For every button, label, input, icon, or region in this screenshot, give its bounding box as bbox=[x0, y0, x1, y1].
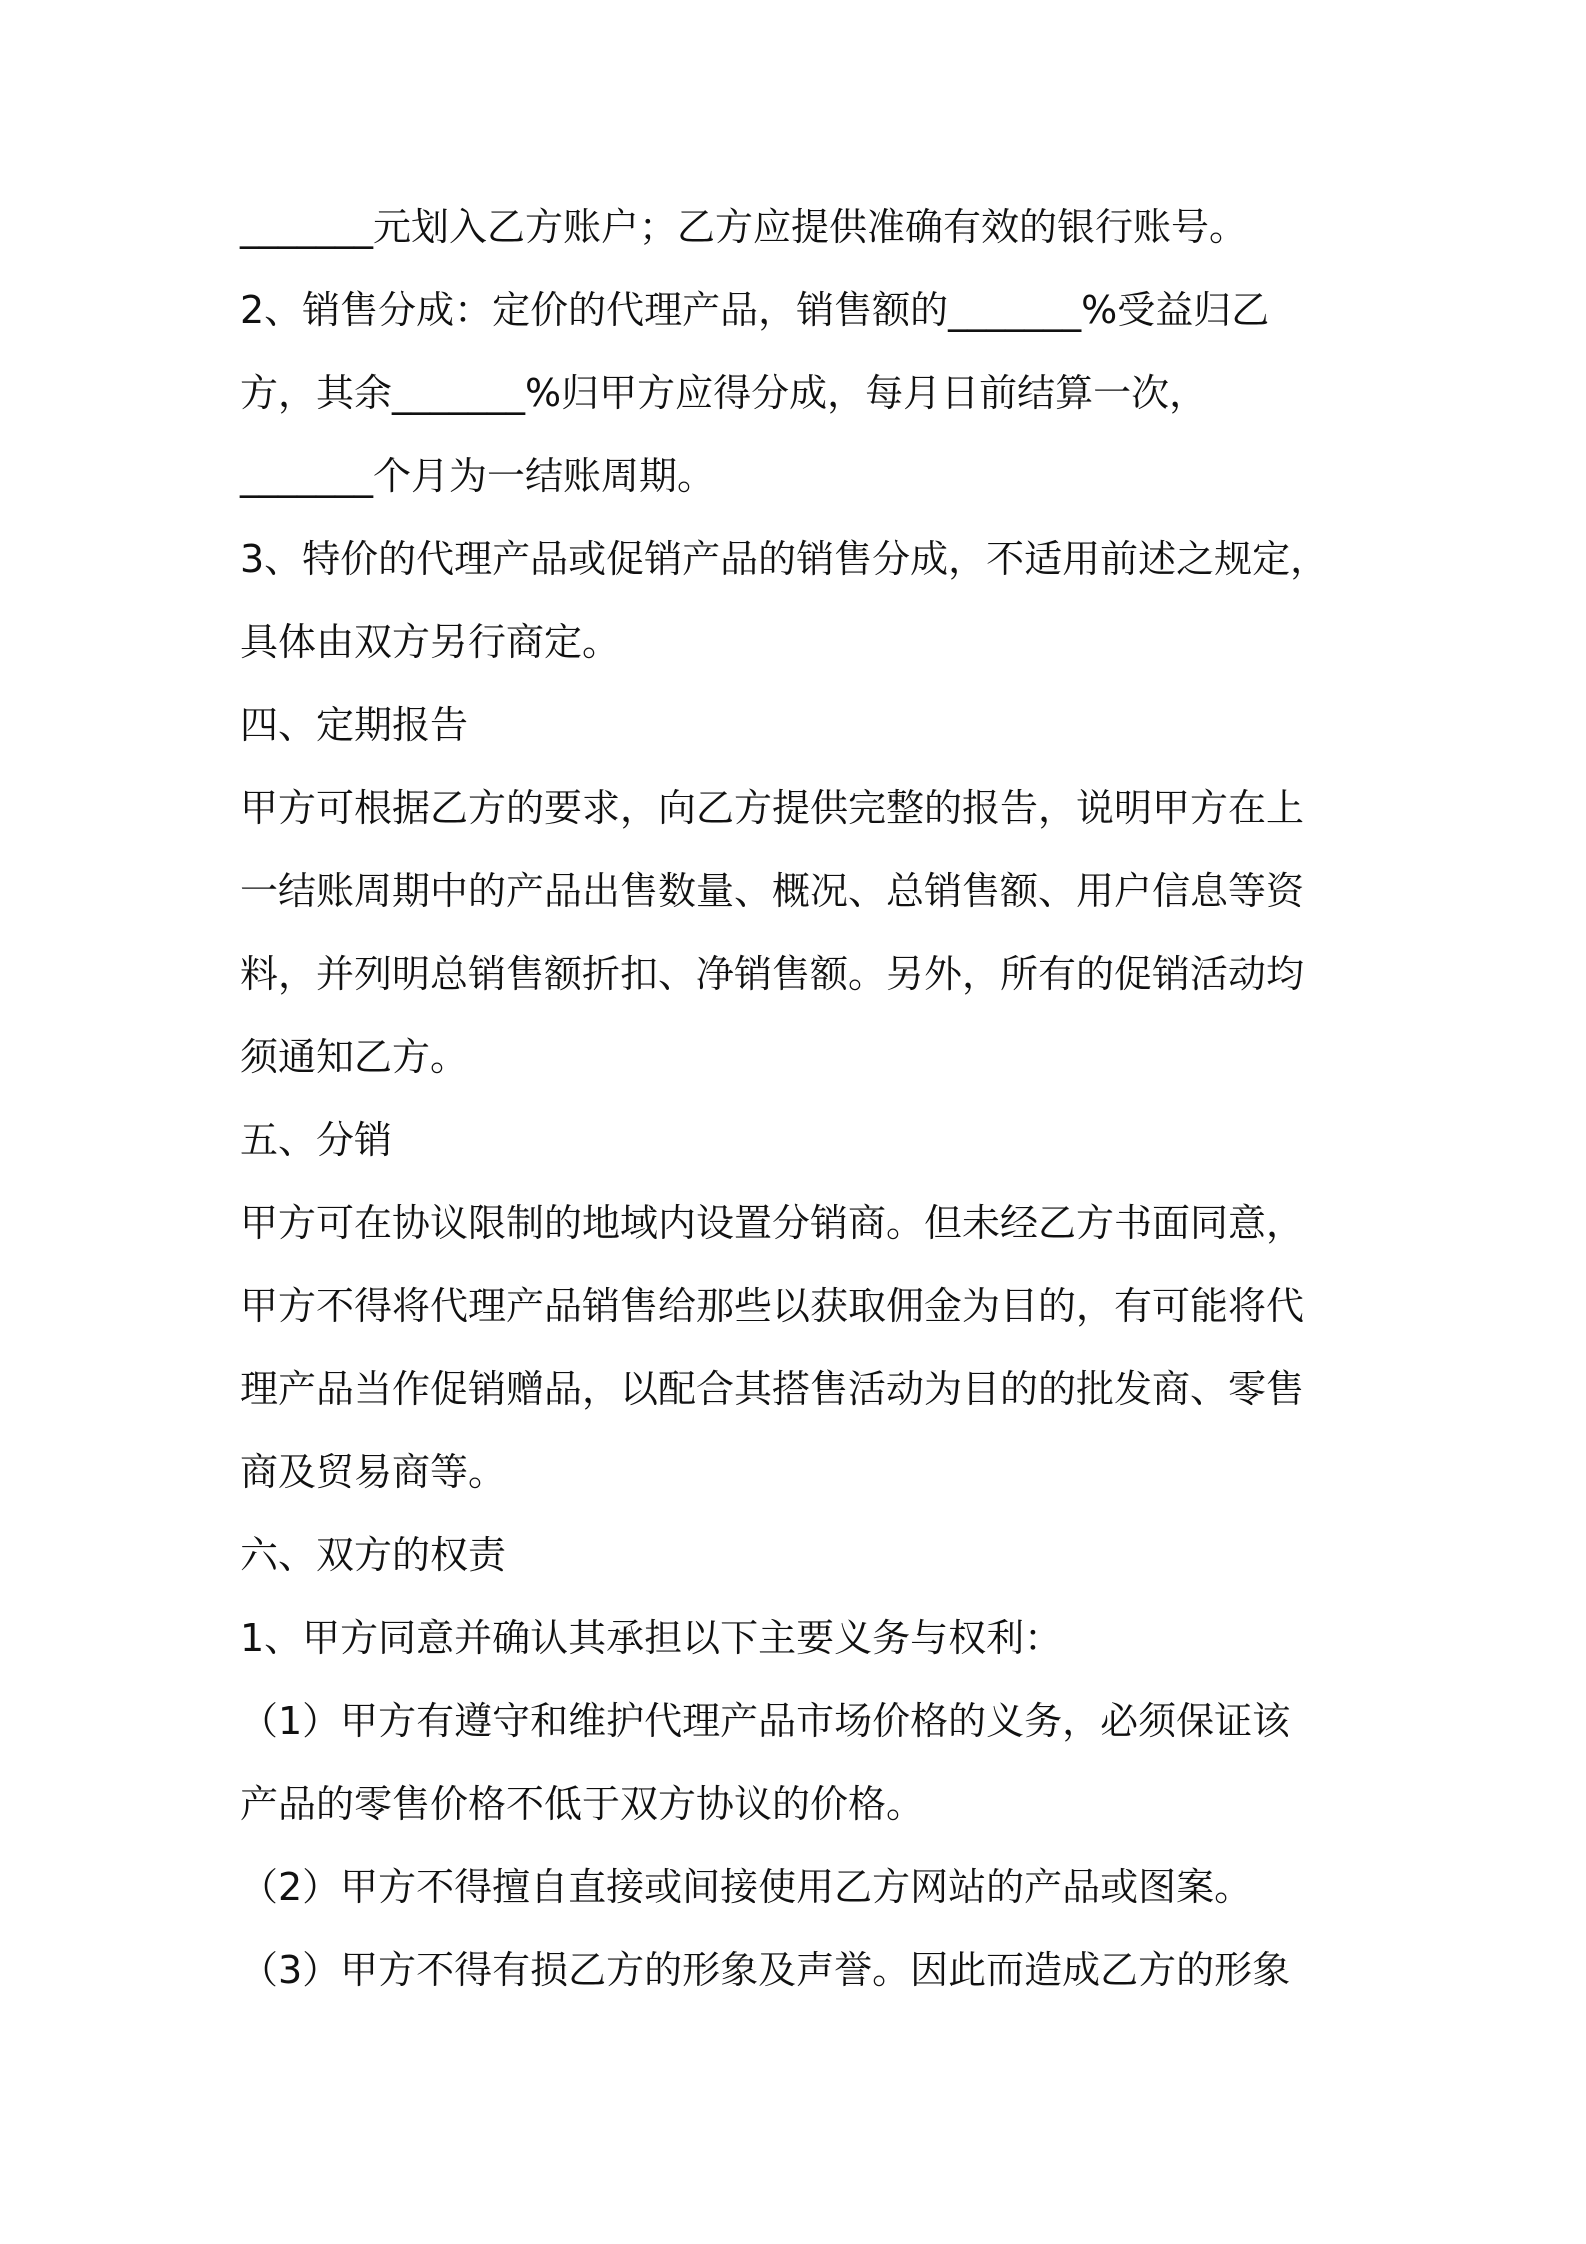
text-line-16: 商及贸易商等。 bbox=[240, 1450, 507, 1494]
text-line-11: 须通知乙方。 bbox=[240, 1035, 469, 1079]
text-line-8: 甲方可根据乙方的要求，向乙方提供完整的报告，说明甲方在上 bbox=[240, 786, 1305, 830]
text-line-3: 方，其余_______%归甲方应得分成，每月日前结算一次， bbox=[240, 371, 1208, 415]
text-line-1: _______元划入乙方账户；乙方应提供准确有效的银行账号。 bbox=[240, 205, 1248, 249]
text-line-13: 甲方可在协议限制的地域内设置分销商。但未经乙方书面同意， bbox=[240, 1201, 1305, 1245]
text-line-6: 具体由双方另行商定。 bbox=[240, 620, 621, 664]
section-heading-4: 四、定期报告 bbox=[240, 703, 469, 747]
text-line-14: 甲方不得将代理产品销售给那些以获取佣金为目的，有可能将代 bbox=[240, 1284, 1305, 1328]
text-line-22: （3）甲方不得有损乙方的形象及声誉。因此而造成乙方的形象 bbox=[240, 1948, 1291, 1992]
text-line-20: 产品的零售价格不低于双方协议的价格。 bbox=[240, 1782, 925, 1826]
text-line-21: （2）甲方不得擅自直接或间接使用乙方网站的产品或图案。 bbox=[240, 1865, 1253, 1909]
section-heading-6: 六、双方的权责 bbox=[240, 1533, 507, 1577]
text-line-9: 一结账周期中的产品出售数量、概况、总销售额、用户信息等资 bbox=[240, 869, 1305, 913]
text-line-15: 理产品当作促销赠品，以配合其搭售活动为目的的批发商、零售 bbox=[240, 1367, 1305, 1411]
text-line-10: 料，并列明总销售额折扣、净销售额。另外，所有的促销活动均 bbox=[240, 952, 1305, 996]
text-line-19: （1）甲方有遵守和维护代理产品市场价格的义务，必须保证该 bbox=[240, 1699, 1291, 1743]
text-line-5: 3、特价的代理产品或促销产品的销售分成，不适用前述之规定， bbox=[240, 537, 1329, 581]
text-line-18: 1、甲方同意并确认其承担以下主要义务与权利： bbox=[240, 1616, 1063, 1660]
text-line-4: _______个月为一结账周期。 bbox=[240, 454, 716, 498]
text-line-2: 2、销售分成：定价的代理产品，销售额的_______%受益归乙 bbox=[240, 288, 1270, 332]
section-heading-5: 五、分销 bbox=[240, 1118, 393, 1162]
